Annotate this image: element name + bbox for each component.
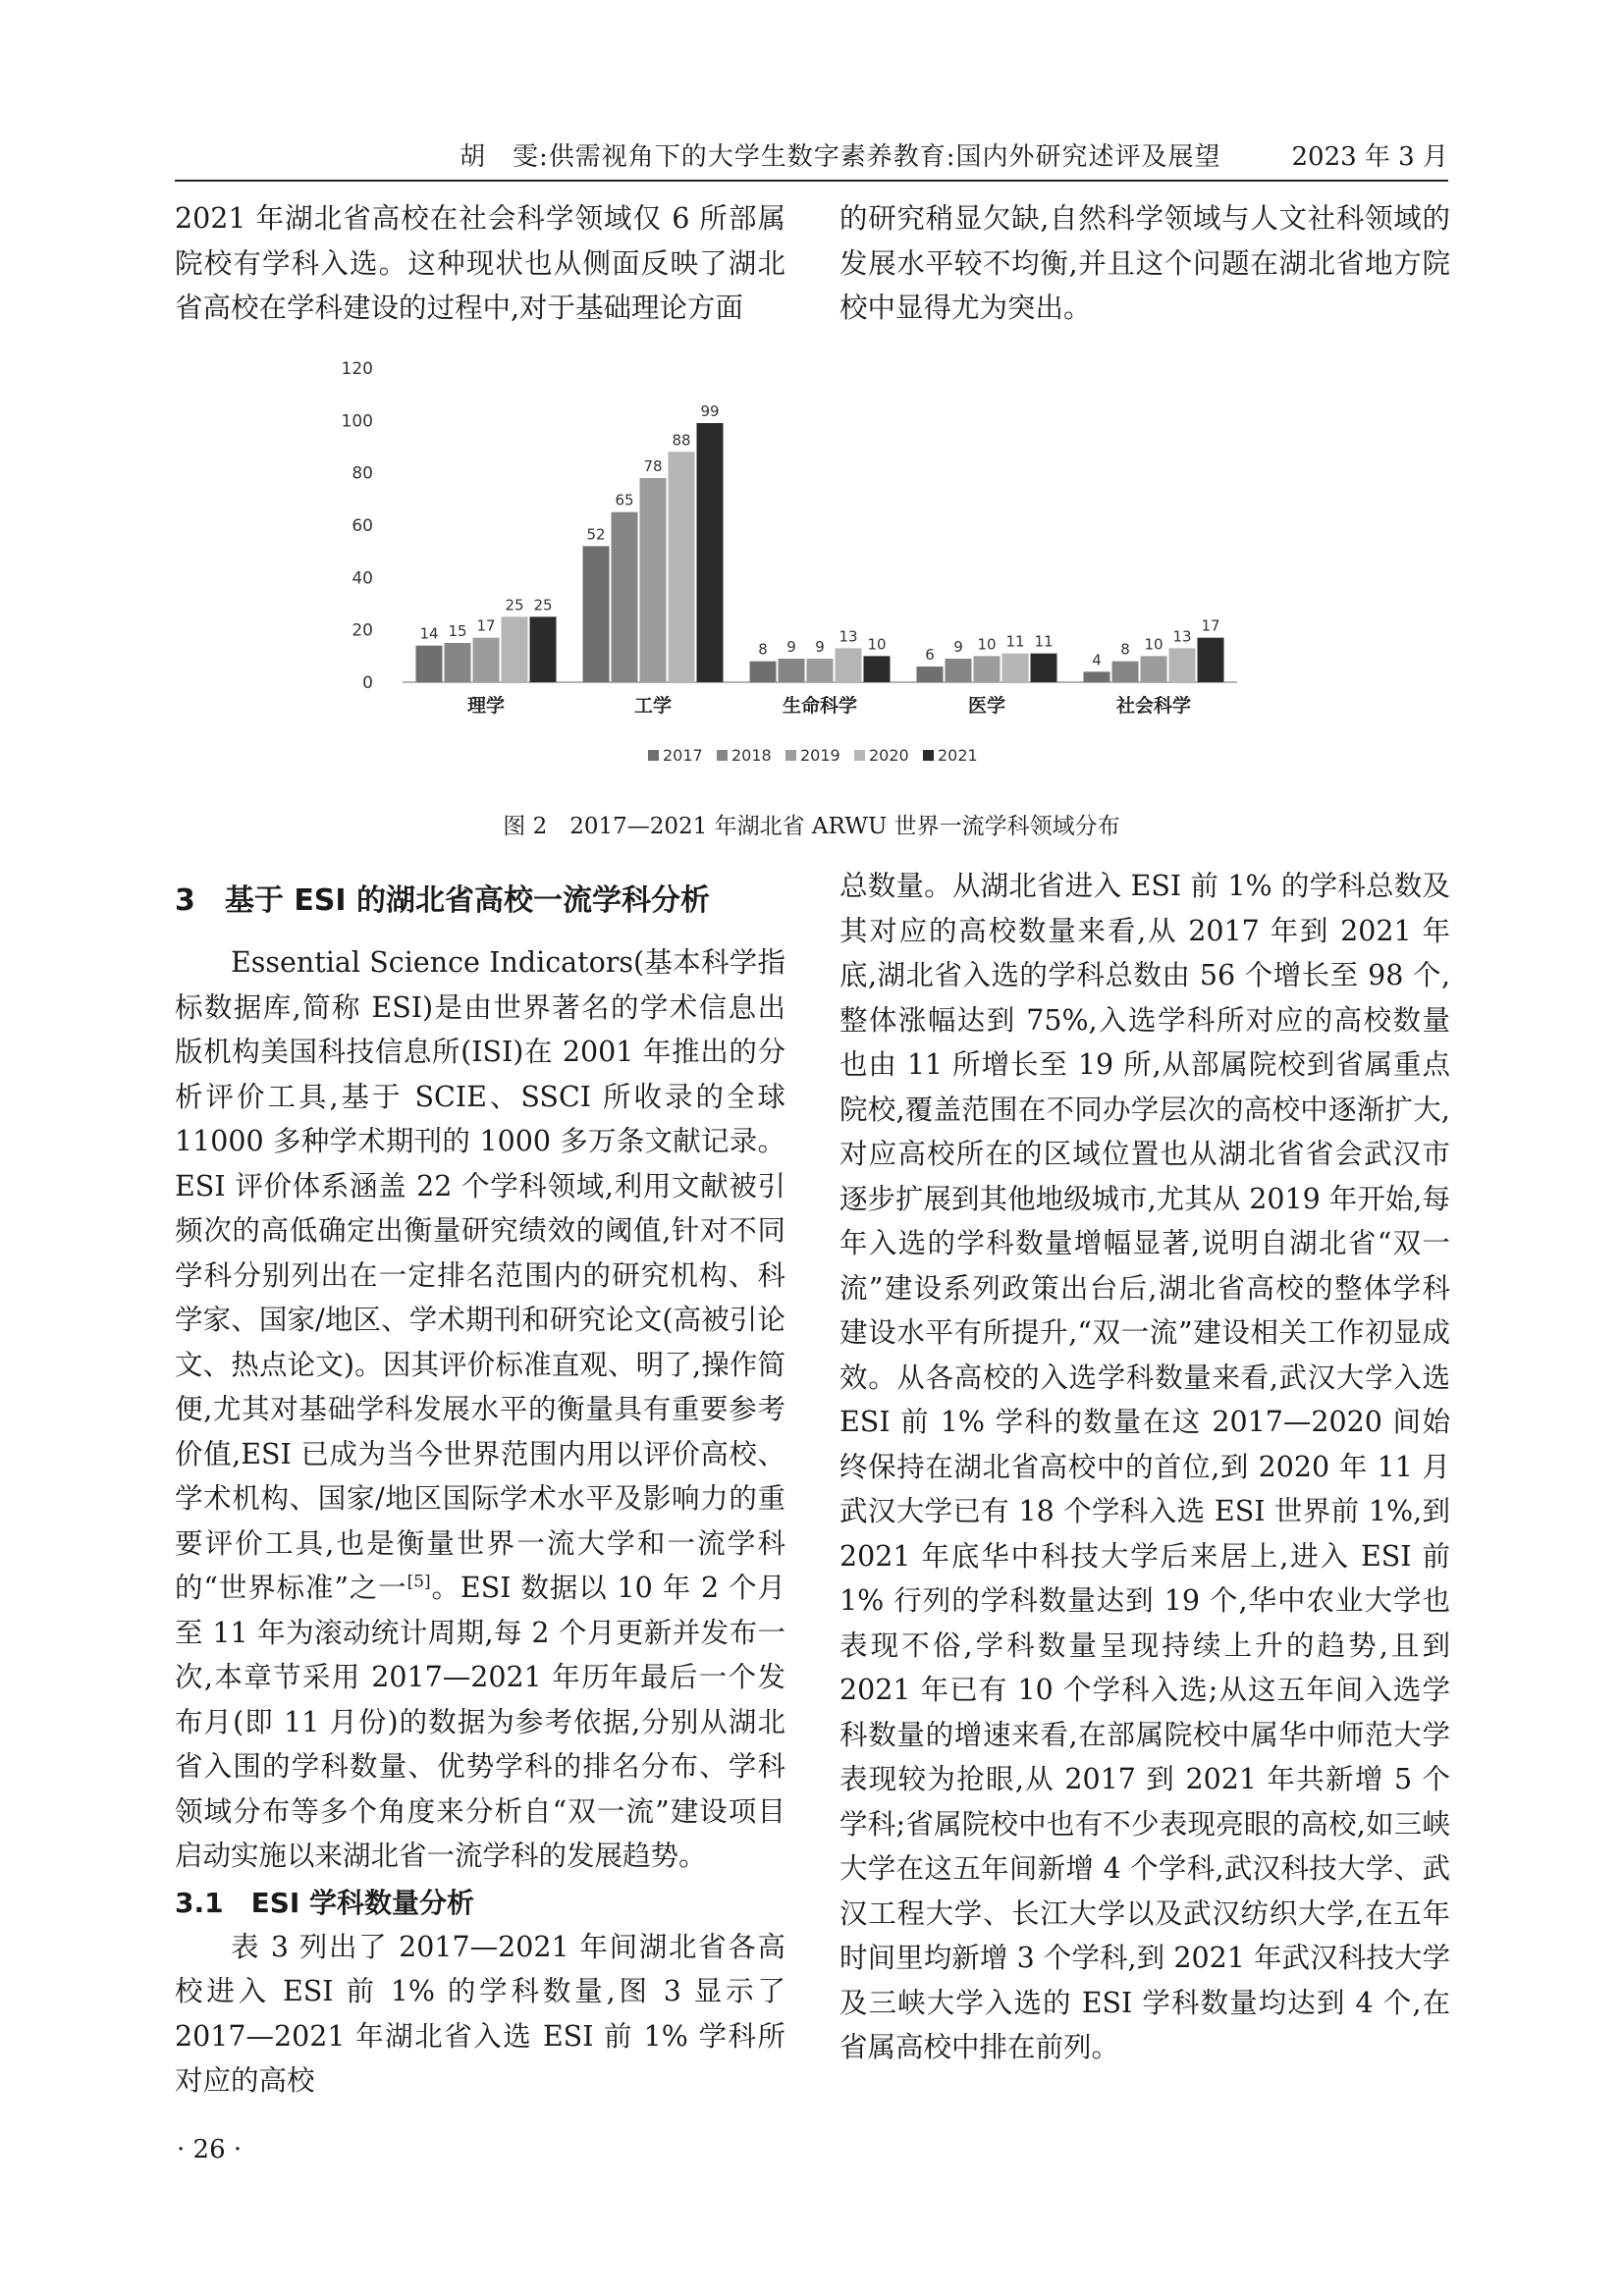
bar xyxy=(612,512,638,682)
subsection-3-1-paragraph: 表 3 列出了 2017—2021 年间湖北省各高校进入 ESI 前 1% 的学科数量,图 3 显示了 2017—2021 年湖北省入选 ESI 前 1% 学科所对应的高校 xyxy=(175,1930,785,2097)
y-tick-label: 80 xyxy=(352,463,373,484)
top-right-text: 的研究稍显欠缺,自然科学领域与人文社科领域的发展水平较不均衡,并且这个问题在湖北省地方院校中显得尤为突出。 xyxy=(839,202,1450,324)
legend-swatch xyxy=(717,750,728,761)
bar xyxy=(1141,656,1167,682)
bar xyxy=(1112,662,1139,682)
data-label: 10 xyxy=(867,635,887,654)
legend-swatch xyxy=(785,750,796,761)
legend-label: 2021 xyxy=(938,746,978,765)
page-number: · 26 · xyxy=(177,2135,243,2164)
data-label: 15 xyxy=(448,622,467,640)
figure-2-chart xyxy=(334,344,1276,795)
bar xyxy=(974,656,1001,682)
legend-swatch xyxy=(854,750,865,761)
data-label: 9 xyxy=(953,638,963,656)
figure-caption: 图 2 2017—2021 年湖北省 ARWU 世界一流学科领域分布 xyxy=(503,814,1120,839)
bar xyxy=(1002,654,1029,682)
category-label: 生命科学 xyxy=(782,695,858,717)
bar xyxy=(1031,654,1057,682)
data-label: 9 xyxy=(786,638,796,656)
bar xyxy=(836,648,862,682)
subsection-3-1-heading: 3.1 ESI 学科数量分析 xyxy=(175,1886,475,1919)
data-label: 8 xyxy=(1120,640,1130,659)
issue-date: 2023 年 3 月 xyxy=(1291,142,1448,172)
bar xyxy=(583,546,610,682)
legend-label: 2017 xyxy=(663,746,703,765)
bar xyxy=(530,616,557,682)
bar xyxy=(864,656,891,682)
data-label: 14 xyxy=(419,624,439,643)
running-title: 胡 雯:供需视角下的大学生数字素养教育:国内外研究述评及展望 xyxy=(460,142,1221,172)
bar xyxy=(640,478,667,682)
y-tick-label: 60 xyxy=(352,516,373,536)
data-label: 25 xyxy=(505,596,524,614)
section-3-paragraph-1 xyxy=(175,940,785,1879)
category-label: 社会科学 xyxy=(1115,695,1192,717)
para1-part-a: Essential Science Indicators(基本科学指标数据库,简称 ESI)是由世界著名的学术信息出版机构美国科技信息所(ISI)在 2001 年推出的分析评价工具,基于 SCIE、SSCI 所收录的全球 11000 多种学术期刊的 1000 多万条文献记录。ESI 评价体系涵盖 22 个学科领域,利用文献被引频次的高低确定出衡量研究绩效的阈值,针对不同学科分别列出在一定排名范围内的研究机构、科学家、国家/地区、学术期刊和研究论文(高被引论文、热点论文)。因其评价标准直观、明了,操作简便,尤其对基础学科发展水平的衡量具有重要参考价值,ESI 已成为当今世界范围内用以评价高校、学术机构、国家/地区国际学术水平及影响力的重要评价工具,也是衡量世界一流大学和一流学科的“世界标准”之一 xyxy=(175,946,785,1604)
bar xyxy=(473,638,500,682)
bar xyxy=(807,659,834,682)
section-3-heading: 3 基于 ESI 的湖北省高校一流学科分析 xyxy=(175,883,711,918)
data-label: 17 xyxy=(476,616,496,635)
y-tick-label: 100 xyxy=(341,411,373,432)
data-label: 11 xyxy=(1034,632,1054,651)
data-label: 17 xyxy=(1201,616,1220,635)
data-label: 11 xyxy=(1005,632,1025,651)
legend-swatch xyxy=(648,750,659,761)
right-column-paragraph: 总数量。从湖北省进入 ESI 前 1% 的学科总数及其对应的高校数量来看,从 2017 年到 2021 年底,湖北省入选的学科总数由 56 个增长至 98 个,整体涨幅达到 75%,入选学科所对应的高校数量也由 11 所增长至 19 所,从部属院校到省属重点院校,覆盖范围在不同办学层次的高校中逐渐扩大,对应高校所在的区域位置也从湖北省省会武汉市逐步扩展到其他地级城市,尤其从 2019 年开始,每年入选的学科数量增幅显著,说明自湖北省“双一流”建设系列政策出台后,湖北省高校的整体学科建设水平有所提升,“双一流”建设相关工作初显成效。从各高校的入选学科数量来看,武汉大学入选 ESI 前 1% 学科的数量在这 2017—2020 间始终保持在湖北省高校中的首位,到 2020 年 11 月武汉大学已有 18 个学科入选 ESI 世界前 1%,到 2021 年底华中科技大学后来居上,进入 ESI 前 1% 行列的学科数量达到 19 个,华中农业大学也表现不俗,学科数量呈现持续上升的趋势,且到 2021 年已有 10 个学科入选;从这五年间入选学科数量的增速来看,在部属院校中属华中师范大学表现较为抢眼,从 2017 到 2021 年共新增 5 个学科;省属院校中也有不少表现亮眼的高校,如三峡大学在这五年间新增 4 个学科,武汉科技大学、武汉工程大学、长江大学以及武汉纺织大学,在五年时间里均新增 3 个学科,到 2021 年武汉科技大学及三峡大学入选的 ESI 学科数量均达到 4 个,在省属高校中排在前列。 xyxy=(839,870,1451,2063)
section-3-left-column xyxy=(175,879,785,2104)
data-label: 52 xyxy=(586,525,606,544)
bar xyxy=(946,659,972,682)
category-label: 医学 xyxy=(967,695,1006,717)
data-label: 78 xyxy=(643,457,663,475)
category-label: 工学 xyxy=(633,695,673,717)
legend-label: 2020 xyxy=(869,746,909,765)
top-right-paragraph xyxy=(839,196,1450,331)
top-left-text: 2021 年湖北省高校在社会科学领域仅 6 所部属院校有学科入选。这种现状也从侧面反映了湖北省高校在学科建设的过程中,对于基础理论方面 xyxy=(175,202,785,324)
data-label: 6 xyxy=(925,646,935,664)
category-label: 理学 xyxy=(466,695,506,717)
bar xyxy=(1169,648,1196,682)
top-left-paragraph xyxy=(175,196,785,331)
bar xyxy=(779,659,805,682)
data-label: 25 xyxy=(533,596,553,614)
bar xyxy=(1084,671,1110,682)
data-label: 13 xyxy=(839,627,858,646)
bar xyxy=(669,452,695,682)
y-tick-label: 120 xyxy=(341,359,373,379)
bar xyxy=(445,643,471,682)
header-rule xyxy=(175,180,1448,182)
data-label: 10 xyxy=(977,635,997,654)
legend-label: 2018 xyxy=(731,746,772,765)
data-label: 13 xyxy=(1172,627,1192,646)
y-tick-label: 0 xyxy=(362,673,373,693)
bar xyxy=(750,662,777,682)
y-tick-label: 20 xyxy=(352,620,373,641)
bar xyxy=(416,646,443,682)
citation-5: [5] xyxy=(406,1572,431,1592)
bar xyxy=(917,667,944,682)
data-label: 4 xyxy=(1092,651,1102,669)
data-label: 88 xyxy=(672,431,691,450)
data-label: 65 xyxy=(615,491,634,509)
y-tick-label: 40 xyxy=(352,568,373,589)
bar xyxy=(502,616,528,682)
data-label: 9 xyxy=(815,638,825,656)
data-label: 8 xyxy=(758,640,768,659)
bar-chart-svg xyxy=(334,344,1276,795)
bar xyxy=(697,423,724,682)
legend-label: 2019 xyxy=(800,746,840,765)
data-label: 99 xyxy=(700,402,720,420)
section-3-right-column xyxy=(839,864,1450,2070)
data-label: 10 xyxy=(1144,635,1163,654)
legend-swatch xyxy=(923,750,934,761)
para1-part-b: 。ESI 数据以 10 年 2 个月至 11 年为滚动统计周期,每 2 个月更新并发布一次,本章节采用 2017—2021 年历年最后一个发布月(即 11 月份)的数据为参考依据,分别从湖北省入围的学科数量、优势学科的排名分布、学科领域分布等多个角度来分析自“双一流”建设项目启动实施以来湖北省一流学科的发展趋势。 xyxy=(175,1572,785,1872)
bar xyxy=(1198,638,1224,682)
